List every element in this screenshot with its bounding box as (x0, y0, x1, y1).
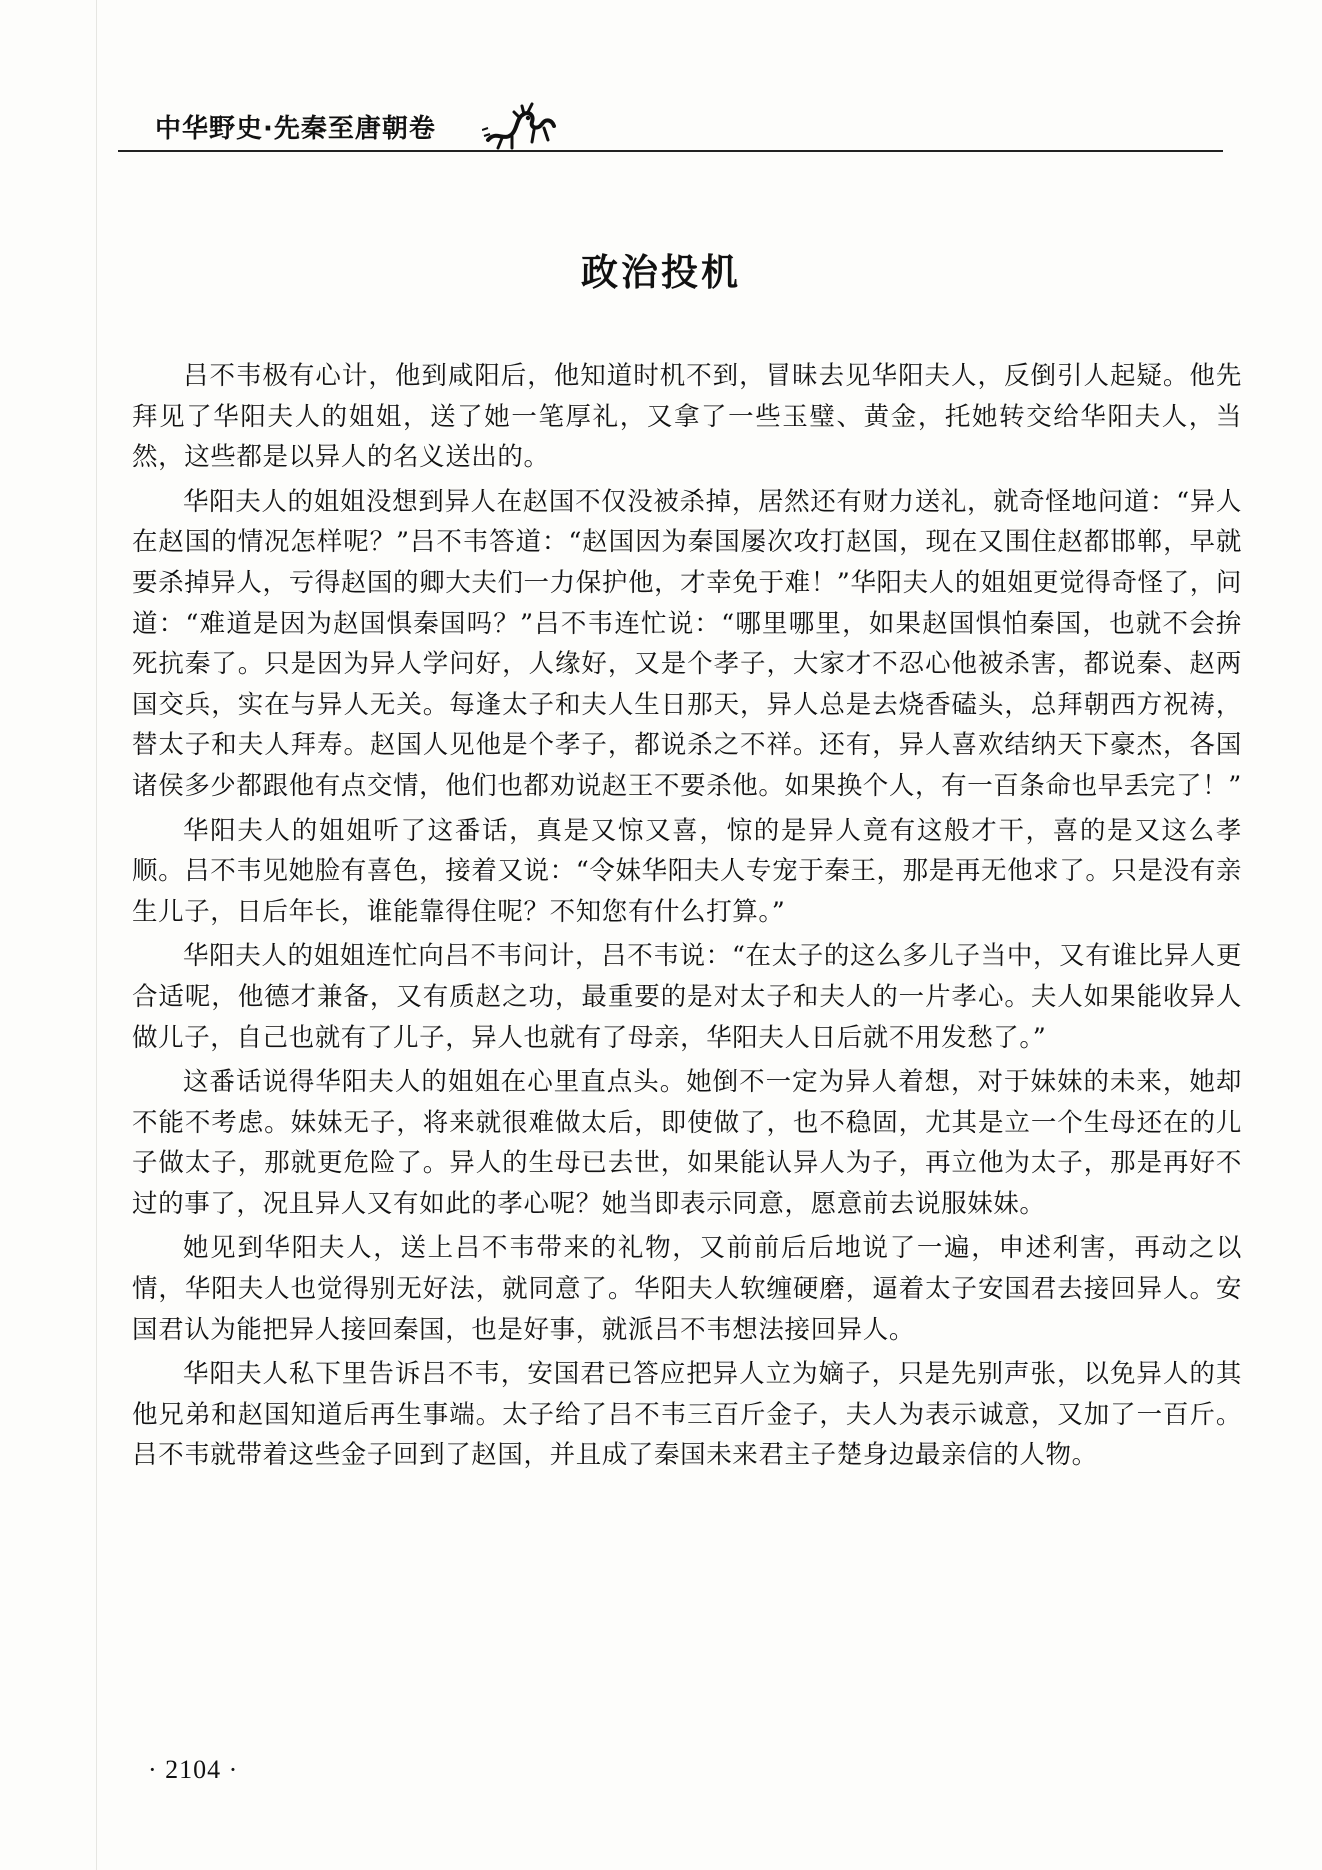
book-title: 中华野史·先秦至唐朝卷 (155, 113, 436, 144)
page-number: · 2104 · (148, 1755, 239, 1784)
paragraph-4: 华阳夫人的姐姐连忙向吕不韦问计，吕不韦说：“在太子的这么多儿子当中，又有谁比异人更合适呢，他德才兼备，又有质赵之功，最重要的是对太子和夫人的一片孝心。夫人如果能收异人做儿子，自己也就有了儿子，异人也就有了母亲，华阳夫人日后就不用发愁了。” (132, 941, 1242, 1053)
paragraph-7: 华阳夫人私下里告诉吕不韦，安国君已答应把异人立为嫡子，只是先别声张，以免异人的其他兄弟和赵国知道后再生事端。太子给了吕不韦三百斤金子，夫人为表示诚意，又加了一百斤。吕不韦就带着这些金子回到了赵国，并且成了秦国未来君主子楚身边最亲信的人物。 (132, 1359, 1242, 1471)
header-rule (118, 150, 1223, 152)
running-header (155, 104, 560, 148)
dragon-emblem-icon (482, 100, 560, 152)
paragraph-6: 她见到华阳夫人，送上吕不韦带来的礼物，又前前后后地说了一遍，申述利害，再动之以情，华阳夫人也觉得别无好法，就同意了。华阳夫人软缠硬磨，逼着太子安国君去接回异人。安国君认为能把异人接回秦国，也是好事，就派吕不韦想法接回异人。 (132, 1233, 1242, 1345)
chapter-title: 政治投机 (581, 251, 741, 294)
paragraph-5: 这番话说得华阳夫人的姐姐在心里直点头。她倒不一定为异人着想，对于妹妹的未来，她却不能不考虑。妹妹无子，将来就很难做太后，即使做了，也不稳固，尤其是立一个生母还在的儿子做太子，那就更危险了。异人的生母已去世，如果能认异人为子，再立他为太子，那是再好不过的事了，况且异人又有如此的孝心呢？她当即表示同意，愿意前去说服妹妹。 (132, 1067, 1242, 1219)
paragraph-3: 华阳夫人的姐姐听了这番话，真是又惊又喜，惊的是异人竟有这般才干，喜的是又这么孝顺。吕不韦见她脸有喜色，接着又说：“令妹华阳夫人专宠于秦王，那是再无他求了。只是没有亲生儿子，日后年长，谁能靠得住呢？不知您有什么打算。” (132, 815, 1242, 927)
body-text (132, 356, 1242, 1480)
paragraph-1: 吕不韦极有心计，他到咸阳后，他知道时机不到，冒昧去见华阳夫人，反倒引人起疑。他先拜见了华阳夫人的姐姐，送了她一笔厚礼，又拿了一些玉璧、黄金，托她转交给华阳夫人，当然，这些都是以异人的名义送出的。 (132, 361, 1242, 473)
paragraph-2: 华阳夫人的姐姐没想到异人在赵国不仅没被杀掉，居然还有财力送礼，就奇怪地问道：“异人在赵国的情况怎样呢？”吕不韦答道：“赵国因为秦国屡次攻打赵国，现在又围住赵都邯郸，早就要杀掉异人，亏得赵国的卿大夫们一力保护他，才幸免于难！”华阳夫人的姐姐更觉得奇怪了，问道：“难道是因为赵国惧秦国吗？”吕不韦连忙说：“哪里哪里，如果赵国惧怕秦国，也就不会拚死抗秦了。只是因为异人学问好，人缘好，又是个孝子，大家才不忍心他被杀害，都说秦、赵两国交兵，实在与异人无关。每逢太子和夫人生日那天，异人总是去烧香磕头，总拜朝西方祝祷，替太子和夫人拜寿。赵国人见他是个孝子，都说杀之不祥。还有，异人喜欢结纳天下豪杰，各国诸侯多少都跟他有点交情，他们也都劝说赵王不要杀他。如果换个人，有一百条命也早丢完了！” (132, 486, 1242, 801)
